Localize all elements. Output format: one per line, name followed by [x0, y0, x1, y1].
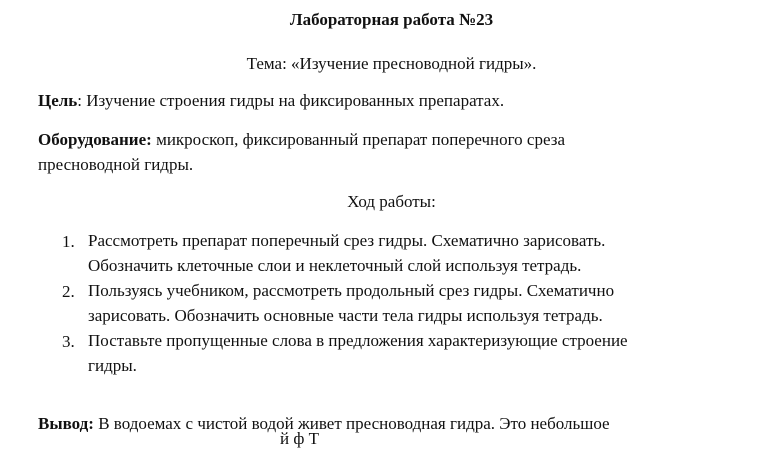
equipment-text: микроскоп, фиксированный препарат поперечного среза	[151, 130, 565, 149]
equipment-paragraph	[38, 129, 565, 151]
goal-text: : Изучение строения гидры на фиксированных препаратах.	[77, 91, 505, 110]
step-text-line: Поставьте пропущенные слова в предложения характеризующие строение	[88, 331, 628, 350]
step-number: 2.	[62, 282, 75, 301]
document-title: Лабораторная работа №23	[289, 10, 494, 29]
list-item	[88, 278, 614, 328]
step-number: 1.	[62, 232, 75, 251]
cut-off-text: й ф Т	[280, 429, 319, 448]
goal-paragraph	[38, 90, 504, 112]
conclusion-label: Вывод:	[38, 414, 94, 433]
goal-label: Цель	[38, 91, 78, 110]
step-text-line: гидры.	[88, 356, 137, 375]
equipment-paragraph-continued: пресноводной гидры.	[38, 155, 194, 174]
list-item	[88, 228, 605, 278]
conclusion-text: В водоемах с чистой водой живет пресноводная гидра. Это небольшое	[93, 414, 610, 433]
equipment-label: Оборудование:	[38, 130, 152, 149]
progress-heading: Ход работы:	[347, 192, 436, 211]
topic-line: Тема: «Изучение пресноводной гидры».	[246, 54, 537, 73]
step-text-line: зарисовать. Обозначить основные части тела гидры используя тетрадь.	[88, 306, 603, 325]
step-number: 3.	[62, 332, 75, 351]
cut-off-next-line	[280, 429, 440, 450]
step-text-line: Пользуясь учебником, рассмотреть продольный срез гидры. Схематично	[88, 281, 615, 300]
step-text-line: Рассмотреть препарат поперечный срез гидры. Схематично зарисовать.	[88, 231, 606, 250]
step-text-line: Обозначить клеточные слои и неклеточный слой используя тетрадь.	[88, 256, 582, 275]
list-item	[88, 328, 628, 378]
